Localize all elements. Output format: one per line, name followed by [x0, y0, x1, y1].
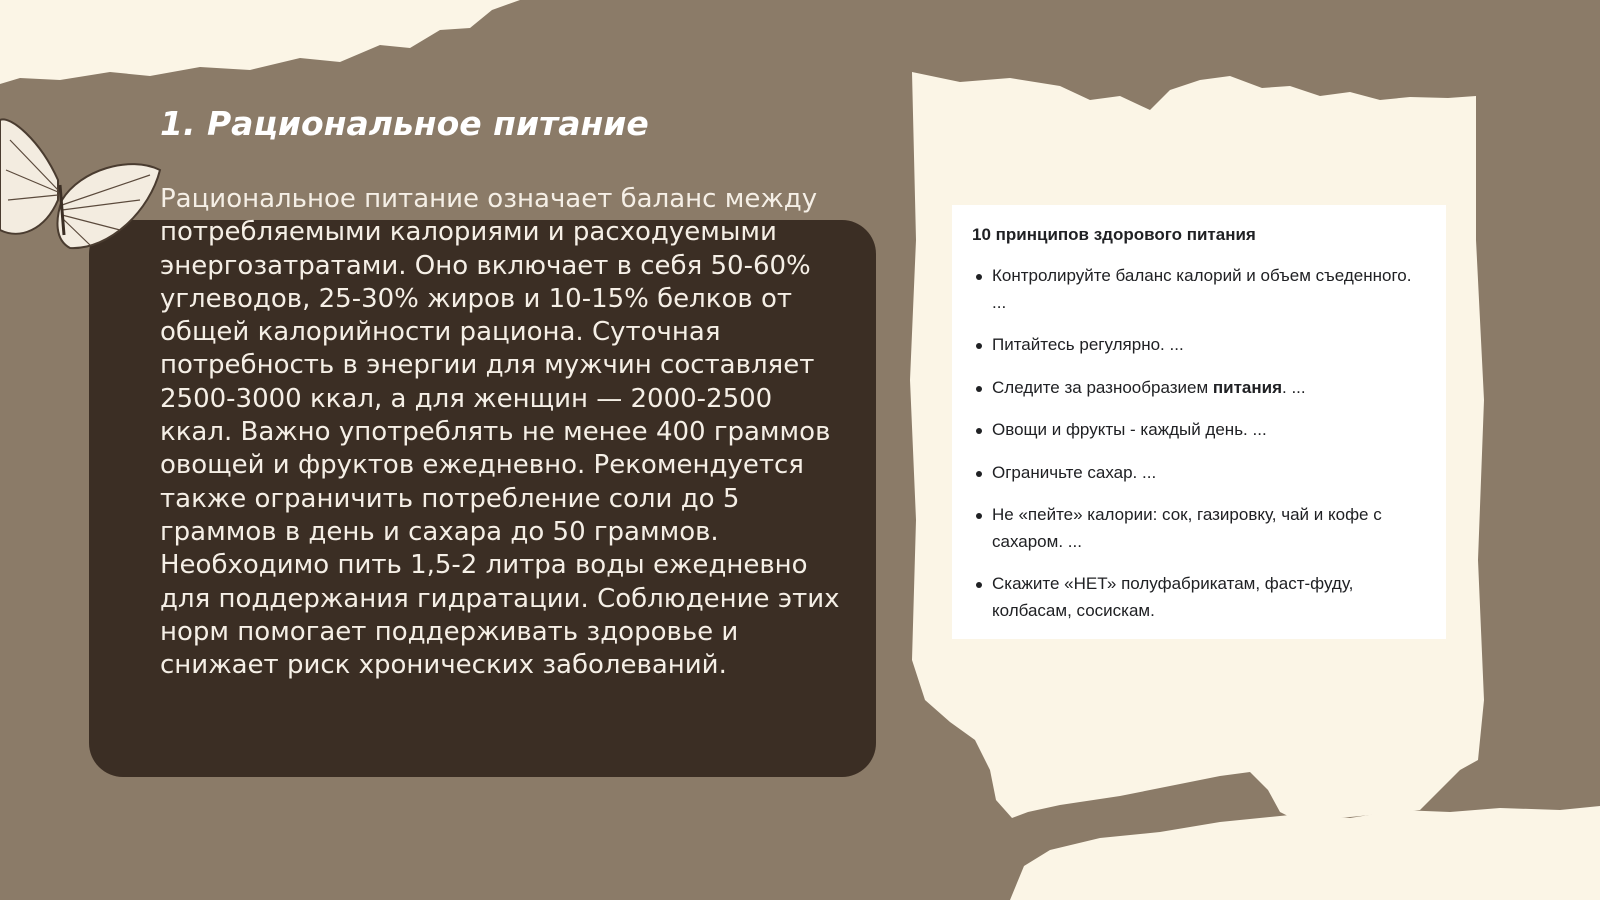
list-item-text: Овощи и фрукты - каждый день. ...	[992, 420, 1267, 439]
page-title: 1. Рациональное питание	[160, 104, 649, 143]
list-item-bold-text: питания	[1212, 377, 1282, 397]
list-item	[970, 460, 1424, 487]
bullet-icon	[976, 386, 982, 392]
list-item-text: Не «пейте» калории: сок, газировку, чай и кофе с сахаром. ...	[992, 505, 1382, 551]
card-title: 10 принципов здорового питания	[972, 225, 1256, 244]
list-item	[970, 263, 1424, 316]
list-item	[970, 332, 1424, 359]
list-item	[970, 375, 1424, 402]
bullet-icon	[976, 274, 982, 280]
body-paragraph: Рациональное питание означает баланс между потребляемыми калориями и расходуемыми энергозатратами. Оно включает в себя 50-60% углеводов, 25-30% жиров и 10-15% белков от общей калорийности рациона. Суточная потребность в энергии для мужчин составляет 2500-3000 ккал, а для женщин — 2000-2500 ккал. Важно употреблять не менее 400 граммов овощей и фруктов ежедневно. Рекомендуется также ограничить потребление соли до 5 граммов в день и сахара до 50 граммов. Необходимо пить 1,5-2 литра воды ежедневно для поддержания гидратации. Соблюдение этих норм помогает поддерживать здоровье и снижает риск хронических заболеваний.	[160, 184, 840, 681]
bullet-icon	[976, 428, 982, 434]
torn-paper-bottom	[1010, 806, 1600, 900]
bullet-icon	[976, 513, 982, 519]
list-item-text: Следите за разнообразием	[992, 377, 1213, 397]
bullet-icon	[976, 343, 982, 349]
principles-card	[952, 205, 1446, 639]
list-item-text: Питайтесь регулярно. ...	[992, 335, 1184, 354]
list-item	[970, 502, 1424, 555]
list-item-text-end: . ...	[1282, 377, 1306, 397]
torn-paper-top-left	[0, 0, 520, 84]
principles-list	[970, 263, 1424, 624]
list-item-text: Скажите «НЕТ» полуфабрикатам, фаст-фуду, колбасам, сосискам.	[992, 574, 1354, 620]
list-item	[970, 417, 1424, 444]
list-item	[970, 571, 1424, 624]
list-item-text: Контролируйте баланс калорий и объем съеденного. ...	[992, 266, 1412, 312]
bullet-icon	[976, 582, 982, 588]
list-item-text: Ограничьте сахар. ...	[992, 462, 1157, 482]
bullet-icon	[976, 471, 982, 477]
butterfly-icon	[0, 100, 170, 280]
